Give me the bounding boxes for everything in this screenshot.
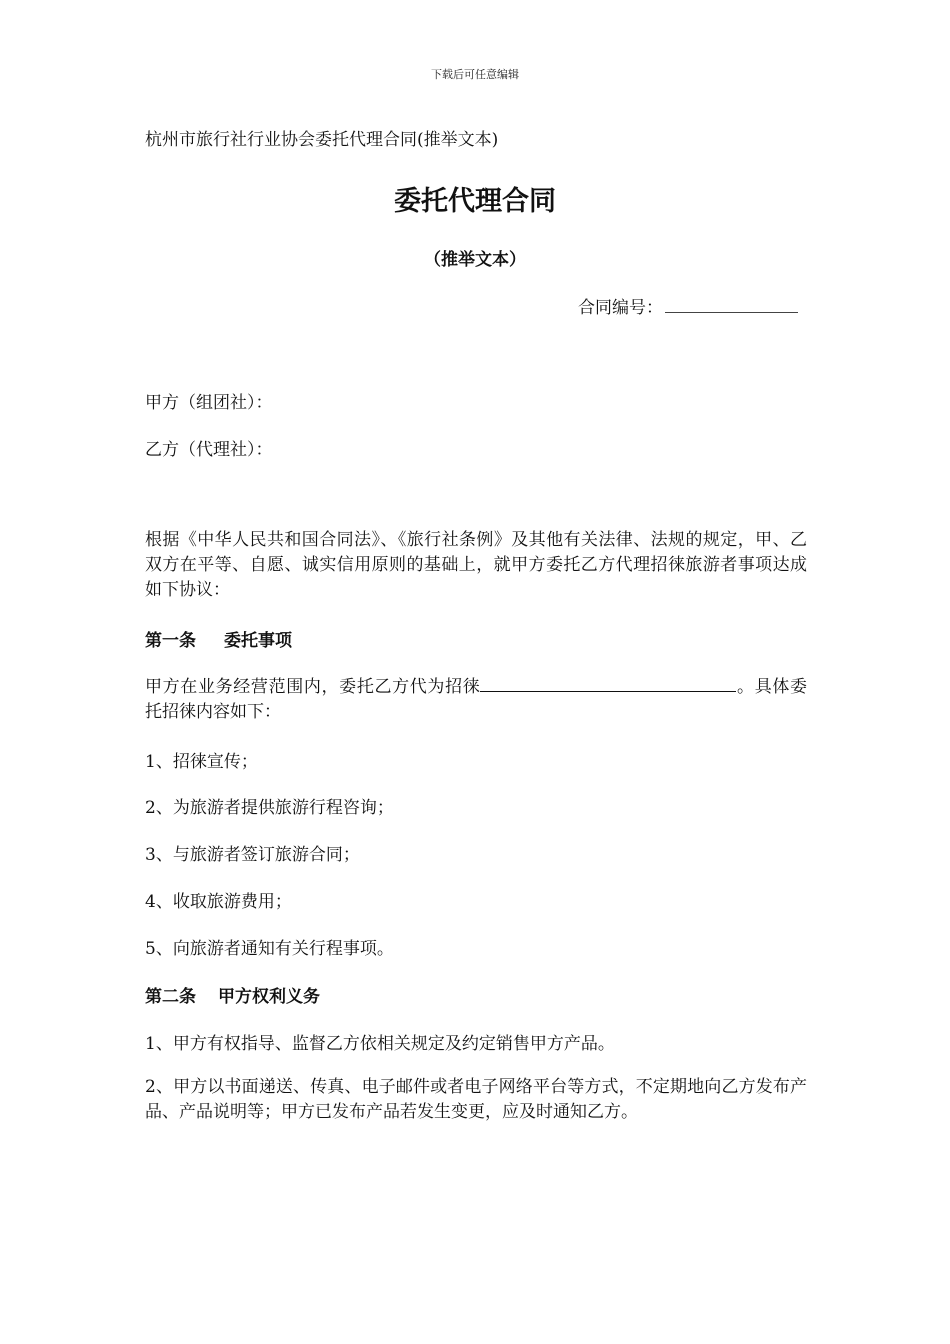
document-title-line: 杭州市旅行社行业协会委托代理合同(推举文本) [145,130,499,150]
article1-heading [145,626,292,651]
article1-item: 2、为旅游者提供旅游行程咨询； [145,798,394,818]
article1-item: 4、收取旅游费用； [145,892,292,912]
article2-title: 甲方权利义务 [218,987,320,1007]
article1-item: 5、向旅游者通知有关行程事项。 [145,939,394,959]
article2-number: 第二条 [145,987,196,1007]
article1-intro [145,673,807,725]
article1-title: 委托事项 [224,631,292,651]
article2-heading [145,982,320,1007]
article1-item: 1、招徕宣传； [145,752,258,772]
article1-intro-before: 甲方在业务经营范围内，委托乙方代为招徕 [145,677,481,697]
contract-number-blank [665,296,798,313]
article1-item: 3、与旅游者签订旅游合同； [145,845,360,865]
article2-item: 1、甲方有权指导、监督乙方依相关规定及约定销售甲方产品。 [145,1034,615,1054]
main-title: 委托代理合同 [394,186,556,217]
sub-title: （推举文本） [424,250,526,270]
header-note: 下载后可任意编辑 [431,68,519,81]
contract-number [578,293,798,318]
preamble-paragraph: 根据《中华人民共和国合同法》、《旅行社条例》及其他有关法律、法规的规定，甲、乙双方在平等、自愿、诚实信用原则的基础上，就甲方委托乙方代理招徕旅游者事项达成如下协议： [145,530,807,600]
party-a-line: 甲方（组团社）： [145,393,273,413]
article1-fill-blank [480,673,736,692]
article1-intro-after: 。具体委托招徕内容如下： [145,677,807,722]
article2-item: 2、甲方以书面递送、传真、电子邮件或者电子网络平台等方式，不定期地向乙方发布产品、产品说明等；甲方已发布产品若发生变更，应及时通知乙方。 [145,1077,807,1122]
party-b-line: 乙方（代理社）： [145,440,273,460]
contract-number-label: 合同编号： [578,298,663,318]
article1-number: 第一条 [145,631,196,651]
